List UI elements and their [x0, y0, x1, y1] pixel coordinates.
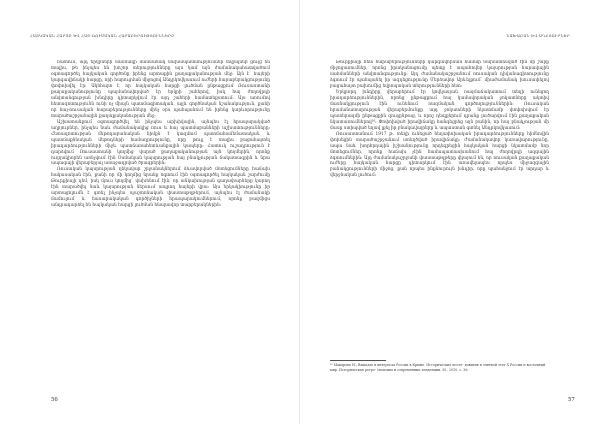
right-page: [300, 0, 600, 424]
left-body-text: [51, 60, 270, 390]
footnote-rule: [330, 360, 386, 361]
right-body-text: [330, 60, 549, 357]
right-paragraph-2: Երկրորդ խնդիրը վերաբերում էր կովկասյան ռազմաճակատում տեղի ունեցող իրադարձություններին, որոնց ընթացքում հայ կամավորական ջոկատները ակտիվ մասնակցություն էին ունենում ռազմական գործողություններին: Ռուսական հրամանատարության վերաբերմունքը այդ ջոկատների նկատմամբ փոփոխվում էր պատերազմի ընթացքին զուգընթաց, և որոշ դեպքերում դրանք լուծարվում էին քաղաքական նկատառումներով¹⁶: Փոփոխված իրավիճակը հանգեցրեց այն բանին, որ հայ բնակչության մի մասը ստիպված եղավ լքել իր բնակավայրերը և ապաստան գտնել Անդրկովկասում:: [330, 89, 549, 131]
right-paragraph-1: Թուրքիայի հետ հարաբերությունների կարգավորման համար նախատեսված էին մի շարք միջոցառումներ, որոնց իրականացումը պետք է ապահովեր կայսրության հարավային սահմանների անվտանգությունը: Այդ ժամանակաշրջանում ռուսական դիվանագիտությունը ձգտում էր պահպանել իր ազդեցությունը Մերձավոր Արևելքում՝ միաժամանակ խուսափելով բացահայտ բախումից եվրոպական տերությունների հետ:: [330, 60, 549, 89]
right-running-head: ՆԱԽԱԲԱՆ ԵՎ ԱՂԲՅՈՒՐՆԵՐ: [506, 34, 570, 38]
left-paragraph-2: Աշխատանքում օգտագործվել են ինչպես արխիվային, այնպես էլ հրապարակված աղբյուրներ, ինչպես նաև ժամանակակից ռուս և հայ պատմաբանների աշխատությունները: Հետազոտության մեթոդաբանական հիմքն է կազմում պատմահամեմատական և պատմաքննական մեթոդների համադրությունը, որը թույլ է տալիս բացահայտել իրադարձությունների միջև պատճառահետևանքային կապերը: Հատուկ ուշադրություն է դարձվում Ռուսաստանի կողմից վարած քաղաքականության այն կողմերին, որոնք ուղղակիորեն առնչվում էին Օսմանյան կայսրության հայ բնակչության ճակատագրին և նրա ապագայի վերաբերյալ առաջադրված ծրագրերին:: [51, 119, 270, 167]
left-paragraph-3: Ռուսական կայսրության ղեկավար շրջանակներում ձևավորված մոտեցումները հաճախ հակասական էին, քանի որ մի կողմից նրանք ձգտում էին օգտագործել հայկական շարժումը Թուրքիայի դեմ, իսկ մյուս կողմից՝ վախենում էին, որ անկախության գաղափարները կարող էին տարածվել նաև կայսրության ներսում ապրող հայերի վրա: Այս երկակիությունը իր արտացոլումն է գտել ինչպես պաշտոնական փաստաթղթերում, այնպես էլ ժամանակի մամուլում և հասարակական գործիչների հրապարակումներում, որոնք բազմիցս անդրադարձել են հայկական հարցի լուծման հնարավոր տարբերակներին:: [51, 167, 270, 209]
right-paragraph-3: Ռուսաստանում 1917 թ. տեղի ունեցած հեղափոխական իրադարձությունները հիմնովին փոխեցին տարածաշրջանում ստեղծված իրավիճակը: Ժամանակավոր կառավարությունը, ապա նաև խորհրդային իշխանությունը որդեգրեցին հայկական հարցի նկատմամբ նոր մոտեցումներ, որոնք հաճախ չէին համապատասխանում հայ ժողովրդի ազգային ձգտումներին: Այդ ժամանակաշրջանի փաստաթղթերը վկայում են, որ ռուսական քաղաքական ուժերը հայկական հարցը դիտարկում էին առավելապես որպես միջազգային բանակցությունների միջոց, քան որպես ինքնուրույն խնդիր, որը պահանջում էր արդար և վերջնական լուծում:: [330, 131, 549, 179]
left-running-head: ՀԱՅԿԱԿԱՆ ՀԱՐՑԸ ԵՎ ՀԱՅ-ՌՈՒՍԱԿԱՆ ՀԱՐԱԲԵՐՈՒԹՅՈՒՆՆԵՐԸ: [30, 34, 175, 38]
right-page-number: 57: [568, 397, 575, 403]
footnote: ¹⁶ Макарова Н., Вашадзе в интересах России в Крыме. Исторические иссле- дования в элитной этот Х России и восточный мир. Историческая ретро- спектива и современные тенденции. М., 2010. с. 36.: [330, 363, 546, 372]
left-paragraph-1: ռատում, այդ երկրների մասնակի մանսանակ նախապատմություններ տվյալներ ցույց են տալիս, թե ինչպես են խոշոր տերությունները այս կամ այն ժամանակահատվածում օգտագործել հայկական գործոնը իրենց արտաքին քաղաքականության մեջ: Այն է՝ հայերի կարգավիճակի հարցը, որի հարուցման միջոցով Անդրկովկասում ուժերի հարաբերակցությունը փոփոխվել էր: Ակնհայտ է, որ հայկական հարցի լուծման ընթացքում Ռուսաստանի քաղաքականությունը պայմանավորված էր երկրի շահերով, իսկ հայ ժողովրդի անվտանգության խնդիրը դիտարկվում էր այդ շահերի համատեքստում: Այս առումով հետազոտությունն ունի ոչ միայն պատմագիտական, այլև գործնական նշանակություն, քանի որ հայ-ռուսական հարաբերությունները մինչ օրս պահպանում են իրենց կարևորությունը տարածաշրջանային քաղաքականության մեջ:: [51, 60, 270, 119]
left-page-number: 56: [51, 397, 58, 403]
